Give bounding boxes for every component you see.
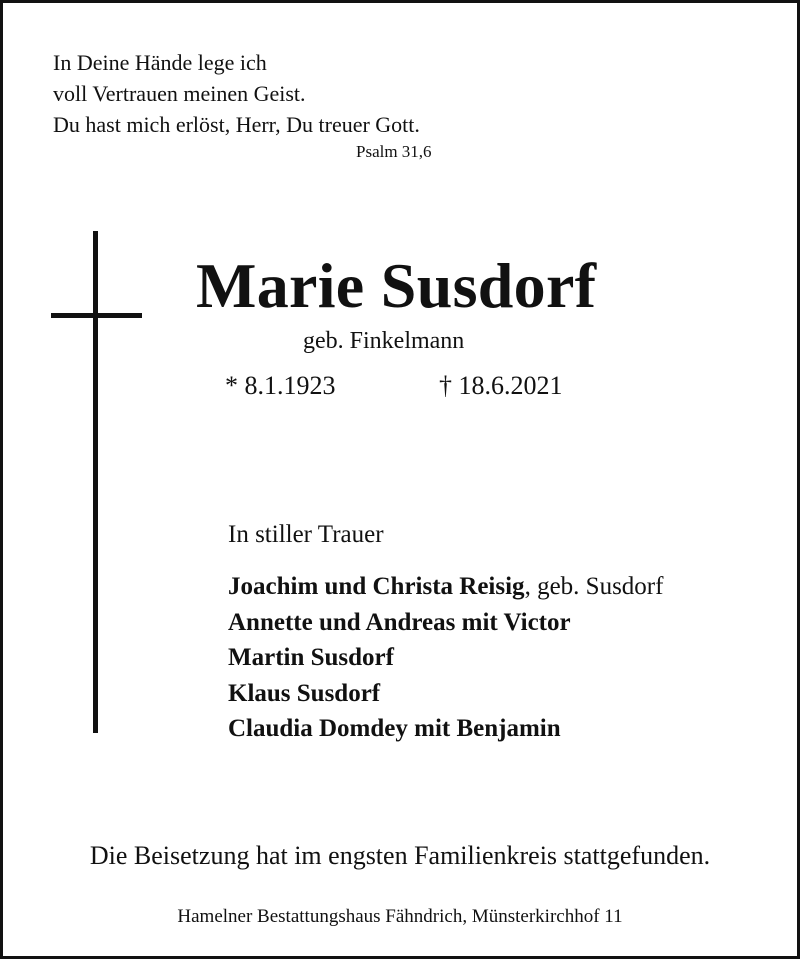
family-member-name: Martin Susdorf [228,644,394,671]
verse-line: Du hast mich erlöst, Herr, Du treuer Gott. [53,112,420,137]
family-member [228,605,663,641]
family-member-name: Claudia Domdey mit Benjamin [228,715,561,742]
family-member-name: Annette und Andreas mit Victor [228,608,571,636]
family-member [228,676,663,712]
death-date: † 18.6.2021 [439,371,563,400]
birth-date: * 8.1.1923 [225,371,336,400]
verse-line: voll Vertrauen meinen Geist. [53,81,306,106]
family-member-name: Klaus Susdorf [228,679,381,707]
family-member [228,711,663,747]
undertaker-line: Hamelner Bestattungshaus Fähndrich, Münsterkirchhof 11 [177,906,623,927]
cross-vertical-bar [93,231,98,733]
cross-horizontal-bar [51,313,142,318]
verse-line: In Deine Hände lege ich [53,50,267,75]
deceased-name: Marie Susdorf [196,250,597,321]
family-list [228,569,663,747]
family-member-name: Joachim und Christa Reisig [228,573,525,600]
funeral-note: Die Beisetzung hat im engsten Familienkreis stattgefunden. [89,841,711,870]
family-member [228,640,663,676]
bible-verse [53,47,420,140]
mourning-heading: In stiller Trauer [228,521,384,548]
family-member [228,569,663,605]
family-member-suffix: , geb. Susdorf [524,573,664,600]
verse-source: Psalm 31,6 [356,142,432,161]
birth-name: geb. Finkelmann [303,328,465,354]
